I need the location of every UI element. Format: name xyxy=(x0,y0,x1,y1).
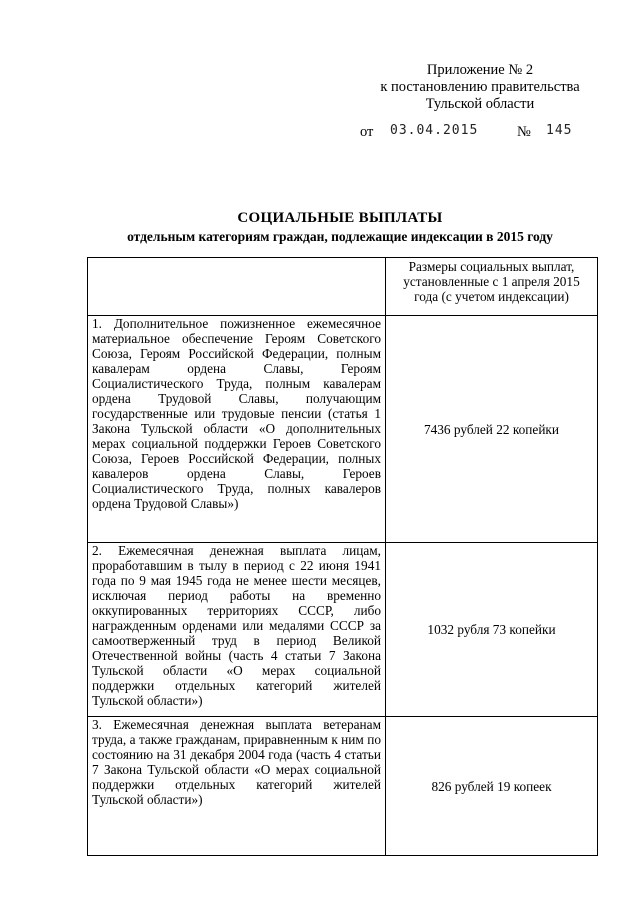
row-amount: 1032 рубля 73 копейки xyxy=(386,543,598,717)
row-amount: 7436 рублей 22 копейки xyxy=(386,316,598,543)
annex-resolution: к постановлению правительства xyxy=(380,79,580,95)
row-description: 3. Ежемесячная денежная выплата ветеранам труда, а также гражданам, приравненным к ним по состоянию на 31 декабря 2004 года (часть 4 статьи 7 Закона Тульской области «О мерах социальной поддержки отдельных категорий жителей Тульской области») xyxy=(88,717,386,856)
annex-region: Тульской области xyxy=(425,96,535,112)
table-row xyxy=(88,717,598,856)
table-row xyxy=(88,316,598,543)
number-label: № xyxy=(517,124,531,140)
row-description: 2. Ежемесячная денежная выплата лицам, проработавшим в тылу в период с 22 июня 1941 года по 9 мая 1945 года не менее шести месяцев, исключая период работы на временно оккупированных территориях СССР, либо награжденным орденами или медалями СССР за самоотверженный труд в период Великой Отечественной войны (часть 4 статьи 7 Закона Тульской области «О мерах социальной поддержки отдельных категорий жителей Тульской области») xyxy=(88,543,386,717)
document-title: СОЦИАЛЬНЫЕ ВЫПЛАТЫ xyxy=(237,210,443,226)
resolution-date: 03.04.2015 xyxy=(390,123,479,138)
payments-table xyxy=(87,257,598,856)
annex-block xyxy=(360,62,600,113)
table-row xyxy=(88,543,598,717)
from-label: от xyxy=(360,124,374,140)
row-description: 1. Дополнительное пожизненное ежемесячное материальное обеспечение Героям Советского Союза, Героям Российской Федерации, полным кавалерам ордена Славы, Героям Социалистического Труда, полным кавалерам ордена Трудовой Славы, получающим государственные или трудовые пенсии (статья 1 Закона Тульской области «О дополнительных мерах социальной поддержки Героев Советского Союза, Героев Российской Федерации, полных кавалеров ордена Славы, Героев Социалистического Труда, полных кавалеров ордена Трудовой Славы») xyxy=(88,316,386,543)
table-header-row xyxy=(88,258,598,316)
header-category-cell xyxy=(88,258,386,316)
resolution-date-number xyxy=(360,124,600,142)
header-amount-cell: Размеры социальных выплат, установленные с 1 апреля 2015 года (с учетом индексации) xyxy=(386,258,598,316)
annex-title: Приложение № 2 xyxy=(426,62,534,78)
document-subtitle: отдельным категориям граждан, подлежащие индексации в 2015 году xyxy=(127,229,553,244)
resolution-number: 145 xyxy=(546,123,573,138)
row-amount: 826 рублей 19 копеек xyxy=(386,717,598,856)
